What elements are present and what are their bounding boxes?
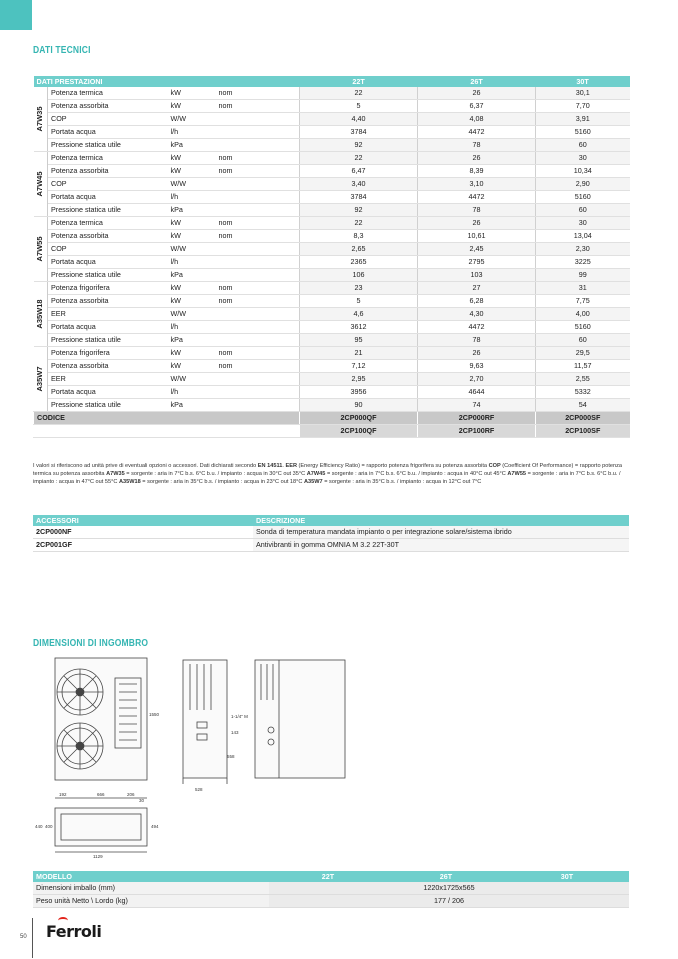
tech-value: 3612: [300, 321, 418, 334]
tech-value: 7,70: [536, 100, 630, 113]
side-view: [183, 660, 227, 784]
code-cell: 2CP000RF: [418, 412, 536, 425]
tech-value: 106: [300, 269, 418, 282]
tech-nom: nom: [216, 217, 300, 230]
group-label: A7W55: [34, 217, 48, 282]
tech-value: 4472: [418, 321, 536, 334]
tech-value: 26: [418, 87, 536, 100]
tech-row: [34, 139, 630, 152]
tech-row: [34, 152, 630, 165]
tech-value: 5160: [536, 126, 630, 139]
tech-value: 3225: [536, 256, 630, 269]
code-cell: 2CP100QF: [300, 425, 418, 438]
tech-value: 60: [536, 204, 630, 217]
footer-divider: [32, 918, 33, 958]
tech-nom: nom: [216, 100, 300, 113]
tech-header-model: 22T: [300, 76, 418, 87]
dim-143: 143: [231, 730, 239, 735]
tech-unit: kW: [168, 87, 216, 100]
tech-value: 78: [418, 204, 536, 217]
group-label: A7W45: [34, 152, 48, 217]
tech-value: 7,75: [536, 295, 630, 308]
mod-header-model: 22T: [269, 871, 387, 882]
dim-right: 494: [151, 824, 159, 829]
tech-nom: [216, 191, 300, 204]
group-label: A7W35: [34, 87, 48, 152]
tech-value: 7,12: [300, 360, 418, 373]
tech-row: [34, 308, 630, 321]
code-cell: 2CP100RF: [418, 425, 536, 438]
tech-nom: [216, 399, 300, 412]
tech-value: 4472: [418, 191, 536, 204]
tech-unit: kPa: [168, 204, 216, 217]
tech-unit: W/W: [168, 113, 216, 126]
codes-row: [34, 412, 630, 425]
mod-row: [33, 882, 629, 895]
acc-code: 2CP000NF: [33, 526, 253, 539]
tech-param: Pressione statica utile: [48, 334, 168, 347]
tech-value: 78: [418, 334, 536, 347]
tech-value: 29,5: [536, 347, 630, 360]
corner-tab: [0, 0, 32, 30]
tech-nom: [216, 308, 300, 321]
dim-height: 1550: [149, 712, 160, 717]
acc-row: [33, 539, 629, 552]
tech-value: 4,6: [300, 308, 418, 321]
tech-row: [34, 386, 630, 399]
tech-unit: l/h: [168, 126, 216, 139]
tech-param: Potenza termica: [48, 152, 168, 165]
tech-nom: [216, 386, 300, 399]
tech-nom: [216, 256, 300, 269]
dimension-drawing: [35, 650, 355, 860]
tech-value: 31: [536, 282, 630, 295]
tech-unit: kPa: [168, 399, 216, 412]
tech-unit: kW: [168, 152, 216, 165]
tech-header-model: 26T: [418, 76, 536, 87]
tech-value: 90: [300, 399, 418, 412]
tech-value: 2795: [418, 256, 536, 269]
tech-param: Pressione statica utile: [48, 269, 168, 282]
tech-nom: [216, 113, 300, 126]
rear-view: [255, 660, 345, 778]
tech-nom: [216, 126, 300, 139]
tech-value: 5: [300, 100, 418, 113]
brand-logo: Ferroli: [46, 922, 102, 941]
dim-top-left: 192: [59, 792, 67, 797]
tech-nom: [216, 373, 300, 386]
acc-code: 2CP001GF: [33, 539, 253, 552]
tech-param: Potenza assorbita: [48, 360, 168, 373]
mod-header-model: 26T: [387, 871, 505, 882]
tech-param: Portata acqua: [48, 321, 168, 334]
tech-row: [34, 295, 630, 308]
acc-header-desc: DESCRIZIONE: [253, 515, 629, 526]
tech-value: 3784: [300, 191, 418, 204]
tech-row: [34, 113, 630, 126]
dim-top-b: 30: [139, 798, 145, 803]
dim-558: 558: [227, 754, 235, 759]
tech-unit: kW: [168, 347, 216, 360]
tech-unit: W/W: [168, 243, 216, 256]
tech-param: Potenza frigorifera: [48, 282, 168, 295]
tech-unit: W/W: [168, 373, 216, 386]
tech-unit: kW: [168, 360, 216, 373]
page-number: 50: [20, 934, 27, 940]
tech-value: 4,30: [418, 308, 536, 321]
codes-row: [34, 425, 630, 438]
tech-value: 10,61: [418, 230, 536, 243]
tech-value: 103: [418, 269, 536, 282]
tech-row: [34, 282, 630, 295]
tech-value: 30: [536, 217, 630, 230]
tech-value: 2,95: [300, 373, 418, 386]
tech-row: [34, 334, 630, 347]
tech-nom: nom: [216, 282, 300, 295]
tech-value: 2,45: [418, 243, 536, 256]
tech-param: Portata acqua: [48, 126, 168, 139]
section-title-tech: DATI TECNICI: [33, 45, 91, 56]
tech-param: COP: [48, 113, 168, 126]
tech-value: 5: [300, 295, 418, 308]
tech-row: [34, 360, 630, 373]
tech-row: [34, 230, 630, 243]
accessories-table: [33, 515, 629, 552]
tech-param: Portata acqua: [48, 386, 168, 399]
tech-value: 3,40: [300, 178, 418, 191]
tech-nom: [216, 334, 300, 347]
tech-param: Potenza assorbita: [48, 165, 168, 178]
tech-value: 27: [418, 282, 536, 295]
acc-header-code: ACCESSORI: [33, 515, 253, 526]
tech-value: 21: [300, 347, 418, 360]
tech-unit: l/h: [168, 191, 216, 204]
tech-value: 4,08: [418, 113, 536, 126]
tech-param: Pressione statica utile: [48, 204, 168, 217]
tech-param: EER: [48, 308, 168, 321]
tech-value: 3956: [300, 386, 418, 399]
mod-row-label: Peso unità Netto \ Lordo (kg): [33, 895, 269, 908]
tech-nom: nom: [216, 152, 300, 165]
mod-header-row: [33, 871, 629, 882]
tech-value: 74: [418, 399, 536, 412]
tech-value: 78: [418, 139, 536, 152]
tech-nom: [216, 178, 300, 191]
tech-param: Potenza assorbita: [48, 230, 168, 243]
tech-nom: nom: [216, 295, 300, 308]
tech-value: 30,1: [536, 87, 630, 100]
mod-row: [33, 895, 629, 908]
tech-row: [34, 256, 630, 269]
tech-param: Potenza assorbita: [48, 295, 168, 308]
tech-row: [34, 373, 630, 386]
tech-row: [34, 321, 630, 334]
tech-table: [33, 76, 630, 438]
tech-value: 95: [300, 334, 418, 347]
acc-desc: Sonda di temperatura mandata impianto o per integrazione solare/sistema ibrido: [253, 526, 629, 539]
tech-nom: nom: [216, 347, 300, 360]
model-table: [33, 871, 629, 908]
tech-value: 60: [536, 139, 630, 152]
tech-row: [34, 243, 630, 256]
tech-value: 22: [300, 217, 418, 230]
tech-param: Potenza termica: [48, 217, 168, 230]
tech-value: 99: [536, 269, 630, 282]
tech-value: 3,91: [536, 113, 630, 126]
tech-value: 8,3: [300, 230, 418, 243]
group-label: A35W7: [34, 347, 48, 412]
tech-value: 4,40: [300, 113, 418, 126]
mod-header-model: 30T: [505, 871, 629, 882]
code-cell: 2CP000SF: [536, 412, 630, 425]
tech-value: 11,57: [536, 360, 630, 373]
dim-pipe: 1-1/4" M: [231, 714, 248, 719]
tech-unit: l/h: [168, 321, 216, 334]
tech-value: 3,10: [418, 178, 536, 191]
tech-value: 6,37: [418, 100, 536, 113]
tech-row: [34, 217, 630, 230]
footnote: I valori si riferiscono ad unità prive di eventuali opzioni o accessori. Dati dichiarati secondo EN 14511. EER (Energy Efficiency Ratio) = rapporto potenza frigorifera su potenza assorbita COP (Coefficient Of Performance) = rapporto potenza termica su potenza assorbita A7W35 = sorgente : aria in 7°C b.s. 6°C b.u. / impianto : acqua in 30°C out 35°C A7W45 = sorgente : aria in 7°C b.s. 6°C b.u. / impianto : acqua in 40°C out 45°C A7W55 = sorgente : aria in 7°C b.s. 6°C b.u. / impianto : acqua in 47°C out 55°C A35W18 = sorgente : aria in 35°C b.s. / impianto : acqua in 23°C out 18°C A35W7 = sorgente : aria in 35°C b.s. / impianto : acqua in 12°C out 7°C: [33, 463, 623, 485]
acc-row: [33, 526, 629, 539]
tech-row: [34, 204, 630, 217]
section-title-dimensions: DIMENSIONI DI INGOMBRO: [33, 638, 149, 649]
tech-unit: kW: [168, 230, 216, 243]
tech-unit: l/h: [168, 256, 216, 269]
tech-value: 6,47: [300, 165, 418, 178]
tech-value: 8,39: [418, 165, 536, 178]
tech-value: 2365: [300, 256, 418, 269]
codes-blank: [34, 425, 300, 438]
tech-unit: kPa: [168, 139, 216, 152]
tech-row: [34, 87, 630, 100]
tech-header-row: [34, 76, 630, 87]
tech-param: COP: [48, 178, 168, 191]
tech-unit: kPa: [168, 269, 216, 282]
tech-value: 5332: [536, 386, 630, 399]
tech-value: 2,55: [536, 373, 630, 386]
tech-value: 4,00: [536, 308, 630, 321]
tech-value: 3784: [300, 126, 418, 139]
tech-value: 5160: [536, 321, 630, 334]
mod-row-value: 177 / 206: [269, 895, 629, 908]
dim-side-width: 528: [195, 787, 203, 792]
tech-row: [34, 191, 630, 204]
mod-header-label: MODELLO: [33, 871, 269, 882]
tech-nom: nom: [216, 165, 300, 178]
tech-value: 60: [536, 334, 630, 347]
tech-row: [34, 126, 630, 139]
tech-value: 2,30: [536, 243, 630, 256]
dim-left-inner: 400: [45, 824, 53, 829]
tech-row: [34, 399, 630, 412]
tech-value: 23: [300, 282, 418, 295]
tech-value: 2,70: [418, 373, 536, 386]
tech-value: 6,28: [418, 295, 536, 308]
mod-row-label: Dimensioni imballo (mm): [33, 882, 269, 895]
dim-bottom: 1129: [93, 854, 103, 859]
group-label: A35W18: [34, 282, 48, 347]
tech-nom: [216, 204, 300, 217]
tech-unit: kW: [168, 165, 216, 178]
dim-top-right: 206: [127, 792, 135, 797]
tech-param: Potenza assorbita: [48, 100, 168, 113]
tech-nom: nom: [216, 230, 300, 243]
tech-param: Pressione statica utile: [48, 139, 168, 152]
tech-param: Potenza termica: [48, 87, 168, 100]
tech-nom: [216, 269, 300, 282]
tech-value: 13,04: [536, 230, 630, 243]
tech-unit: kW: [168, 295, 216, 308]
tech-unit: W/W: [168, 308, 216, 321]
tech-nom: nom: [216, 360, 300, 373]
tech-unit: W/W: [168, 178, 216, 191]
codes-label: CODICE: [34, 412, 300, 425]
tech-value: 5160: [536, 191, 630, 204]
tech-value: 2,65: [300, 243, 418, 256]
code-cell: 2CP000QF: [300, 412, 418, 425]
tech-unit: kW: [168, 282, 216, 295]
tech-value: 92: [300, 204, 418, 217]
tech-value: 30: [536, 152, 630, 165]
tech-value: 54: [536, 399, 630, 412]
front-view: [55, 658, 147, 780]
top-view: [55, 798, 147, 852]
tech-row: [34, 100, 630, 113]
tech-value: 9,63: [418, 360, 536, 373]
tech-row: [34, 165, 630, 178]
tech-value: 22: [300, 87, 418, 100]
dim-left-outer: 440: [35, 824, 43, 829]
tech-nom: nom: [216, 87, 300, 100]
tech-value: 92: [300, 139, 418, 152]
tech-unit: l/h: [168, 386, 216, 399]
tech-param: Portata acqua: [48, 191, 168, 204]
tech-row: [34, 269, 630, 282]
tech-unit: kPa: [168, 334, 216, 347]
tech-nom: [216, 243, 300, 256]
tech-header-label: DATI PRESTAZIONI: [34, 76, 300, 87]
acc-desc: Antivibranti in gomma OMNIA M 3.2 22T-30T: [253, 539, 629, 552]
tech-nom: [216, 321, 300, 334]
code-cell: 2CP100SF: [536, 425, 630, 438]
tech-value: 10,34: [536, 165, 630, 178]
tech-nom: [216, 139, 300, 152]
tech-value: 4472: [418, 126, 536, 139]
tech-unit: kW: [168, 100, 216, 113]
tech-value: 26: [418, 347, 536, 360]
tech-value: 26: [418, 217, 536, 230]
tech-header-model: 30T: [536, 76, 630, 87]
tech-param: Portata acqua: [48, 256, 168, 269]
tech-row: [34, 347, 630, 360]
tech-value: 26: [418, 152, 536, 165]
mod-row-value: 1220x1725x565: [269, 882, 629, 895]
tech-row: [34, 178, 630, 191]
acc-header-row: [33, 515, 629, 526]
tech-value: 4644: [418, 386, 536, 399]
tech-unit: kW: [168, 217, 216, 230]
tech-param: EER: [48, 373, 168, 386]
dim-top-mid: 666: [97, 792, 105, 797]
tech-value: 2,90: [536, 178, 630, 191]
tech-value: 22: [300, 152, 418, 165]
tech-param: COP: [48, 243, 168, 256]
tech-param: Potenza frigorifera: [48, 347, 168, 360]
tech-param: Pressione statica utile: [48, 399, 168, 412]
